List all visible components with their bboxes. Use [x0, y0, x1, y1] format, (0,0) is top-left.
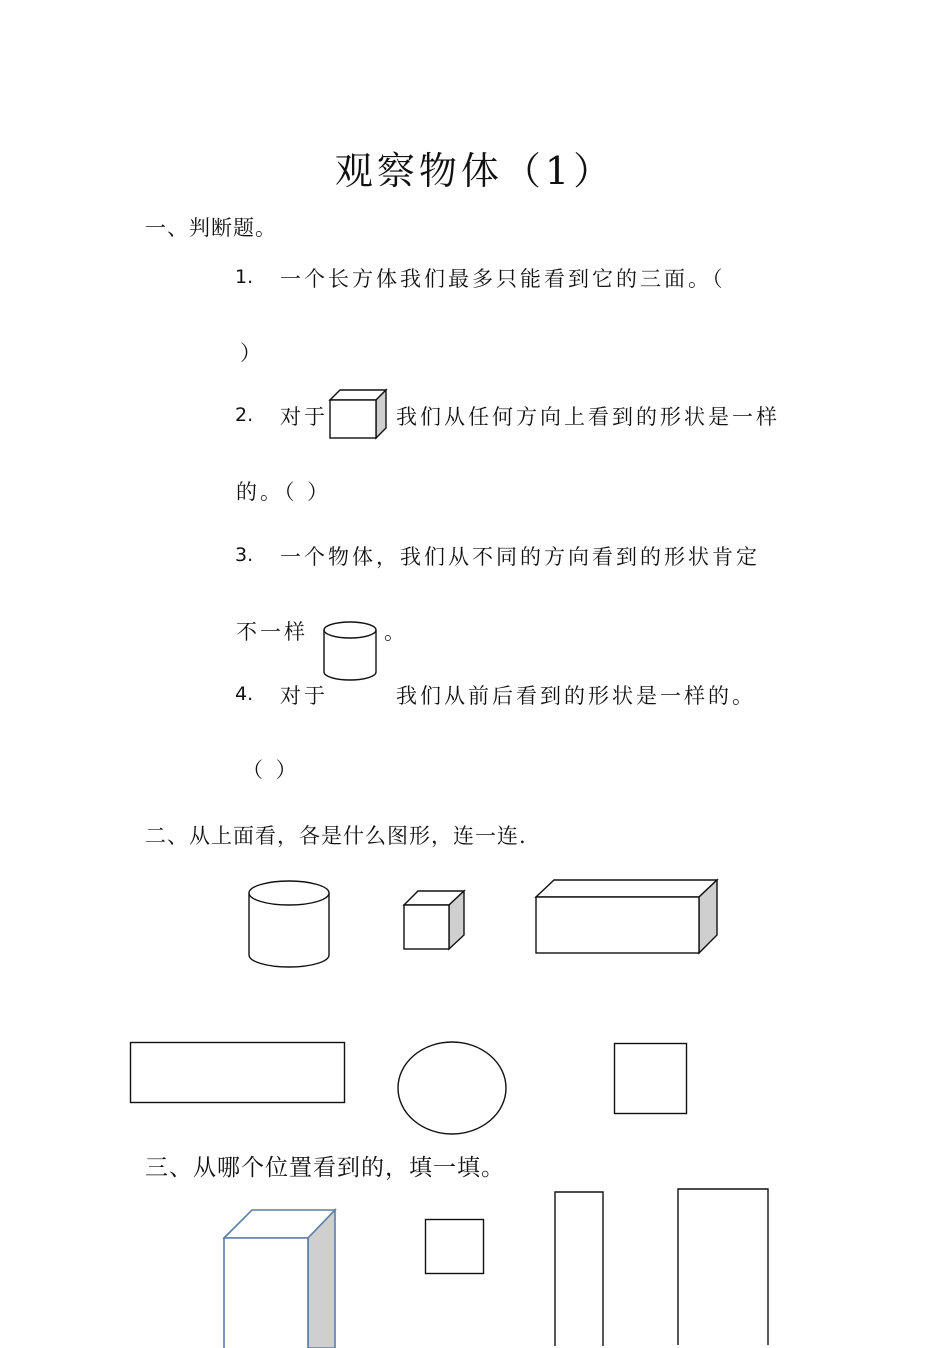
page-title: 观察物体（1） — [334, 149, 616, 193]
cylinder-solid — [247, 879, 331, 971]
q4-text-after: 我们从前后看到的形状是一样的。 — [396, 684, 756, 708]
view-square-small — [424, 1218, 486, 1276]
q1-answer-close: ） — [240, 341, 264, 365]
q1-number: 1. — [235, 266, 254, 288]
q2-cube-figure — [328, 388, 388, 440]
section-2-heading: 二、从上面看，各是什么图形，连一连. — [145, 824, 527, 848]
top-view-circle — [395, 1039, 509, 1137]
view-wide-rectangle — [676, 1187, 771, 1345]
q4-cylinder-figure — [322, 620, 378, 682]
q3-text: 一个物体，我们从不同的方向看到的形状肯定 — [280, 545, 760, 569]
q3-end-punct: 。 — [384, 620, 408, 644]
q4-answer-bracket: （ ） — [242, 758, 300, 782]
tall-cuboid-solid — [222, 1208, 340, 1348]
q2-continuation: 的。（ ） — [236, 480, 332, 504]
q4-text-before: 对于 — [280, 684, 328, 708]
q2-number: 2. — [235, 404, 254, 426]
section-3-heading: 三、从哪个位置看到的，填一填。 — [145, 1155, 505, 1181]
view-narrow-rectangle — [553, 1190, 606, 1346]
q4-number: 4. — [235, 683, 254, 705]
cube-solid — [402, 889, 466, 953]
top-view-square — [613, 1042, 689, 1116]
top-view-rectangle — [129, 1041, 347, 1105]
cuboid-solid — [534, 878, 720, 956]
q3-number: 3. — [235, 544, 254, 566]
q1-text: 一个长方体我们最多只能看到它的三面。（ — [280, 267, 726, 291]
q3-continuation: 不一样 — [236, 620, 308, 644]
section-1-heading: 一、判断题。 — [145, 216, 277, 240]
q2-text-after: 我们从任何方向上看到的形状是一样 — [396, 405, 780, 429]
q2-text-before: 对于 — [280, 405, 328, 429]
